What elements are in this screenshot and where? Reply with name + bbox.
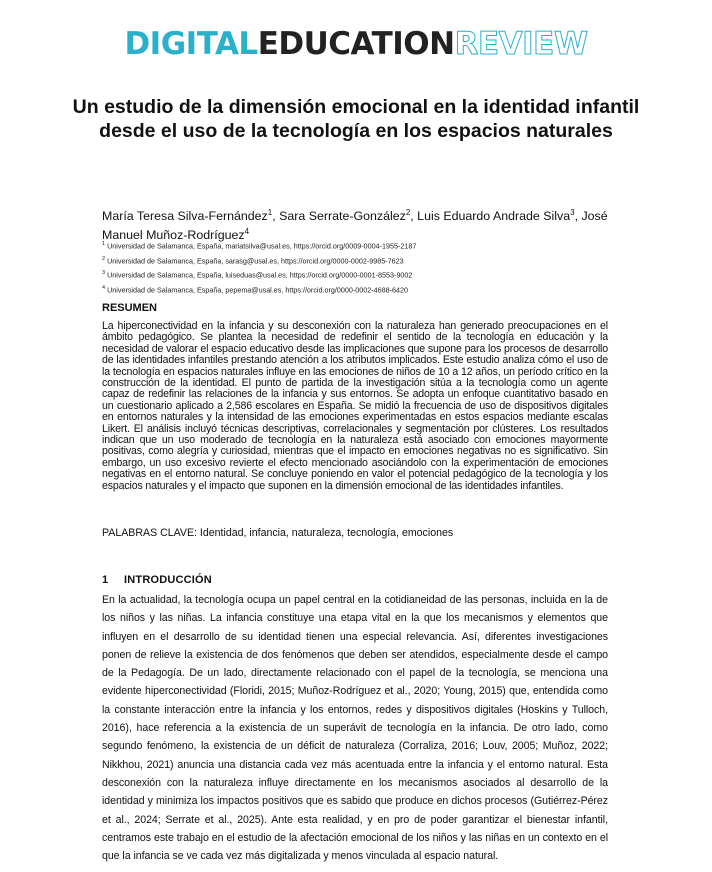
affiliation-sup: 4 [102,284,106,291]
author-list: María Teresa Silva-Fernández$^1$, Sara Serrate-González$^2$, Luis Eduardo Andrade Silva$^3$, José Manuel Muñoz-Rodríguez$^4$ [102,208,608,243]
author-name: Sara Serrate-González [279,209,406,224]
intro-paragraph: En la actualidad, la tecnología ocupa un papel central en la cotidianeidad de las personas, incluida en la de los niños y las niñas. La infancia constituye una etapa vital en la que los mecanismos y elementos que influyen en el desarrollo de su identidad tienen una especial relevancia. Así, diferentes investigaciones ponen de relieve la existencia de dos fenómenos que deben ser atendidos, especialmente desde el campo de la Pedagogía. De un lado, directamente relacionado con el papel de la tecnología, se menciona una evidente hiperconectividad (Floridi, 2015; Muñoz-Rodríguez et al., 2020; Young, 2015) que, entendida como la constante interacción entre la infancia y los entornos, redes y dispositivos digitales (Hoskins y Tulloch, 2016), hace referencia a la existencia de un superávit de tecnología en la infancia. De otro lado, como segundo fenómeno, la existencia de un déficit de naturaleza (Corraliza, 2016; Louv, 2005; Muñoz, 2022; Nikkhou, 2021) anuncia una distancia cada vez más acentuada entre la infancia y el entorno natural. Esta desconexión con la naturaleza influye directamente en los mecanismos asociados al desarrollo de la identidad y minimiza los impactos positivos que es sabido que produce en dichos procesos (Gutiérrez-Pérez et al., 2024; Serrate et al., 2025). Ante esta realidad, y en pro de poder garantizar el bienestar infantil, centramos este trabajo en el estudio de la afectación emocional de los niños y las niñas en un contexto en el que la infancia se ve cada vez más digitalizada y menos vinculada al espacio natural. [102,594,608,863]
affiliation-sup: 2 [102,255,106,262]
author-name: María Teresa Silva-Fernández [102,209,268,224]
keywords: PALABRAS CLAVE: Identidad, infancia, naturaleza, tecnología, emociones [102,527,454,539]
abstract-heading: RESUMEN [102,302,158,314]
affiliation-sup: 1 [102,241,106,247]
author-sup: 4 [244,227,250,237]
author-sup: 3 [570,208,575,217]
section-number: 1 [102,574,109,586]
affiliation-sup: 3 [102,270,106,277]
section-heading [102,574,212,586]
affiliation-text: Universidad de Salamanca, España, pepema@usal.es, https://orcid.org/0000-0002-4688-6420 [107,285,409,295]
author-name: Luis Eduardo Andrade Silva [417,209,571,224]
affiliation [102,282,622,297]
abstract-text: La hiperconectividad en la infancia y su desconexión con la naturaleza han generado preocupaciones en el ámbito pedagógico. Se plantea la necesidad de redefinir el sentido de la tecnología en educación y la necesidad de valorar el espacio educativo desde las implicaciones que supone para los procesos de desarrollo de las identidades infantiles prestando atención a los atributos implicados. Este estudio analiza cómo el uso de la tecnología en espacios naturales influye en las emociones de niños de 10 a 12 años, un período crítico en la construcción de la identidad. El punto de partida de la investigación sitúa a la tecnología como un agente capaz de redefinir las relaciones de la infancia y sus entornos. Se adopta un enfoque cuantitativo basado en un cuestionario aplicado a 2,586 escolares en España. Se midió la frecuencia de uso de dispositivos digitales en entornos naturales y la intensidad de las emociones experimentadas en estos espacios mediante escalas Likert. El análisis incluyó técnicas descriptivas, correlacionales y segmentación por clústeres. Los resultados indican que un uso moderado de tecnología en la naturaleza está asociado con emociones mayormente positivas, como alegría y curiosidad, mientras que el impacto en emociones negativas no es significativo. Sin embargo, un uso excesivo revierte el efecto mencionado asociándolo con la experimentación de emociones negativas en el entorno natural. Se concluye poniendo en valor el potencial pedagógico de la tecnología y los espacios naturales y el impacto que suponen en la dimensión emocional de las identidades infantiles. [102,320,608,492]
author-name: José Manuel Muñoz-Rodríguez [102,209,608,243]
affiliation [102,267,622,282]
logo-digital: DIGITAL [124,26,258,62]
affiliation-list [102,238,622,296]
affiliation [102,238,622,253]
logo-education: EDUCATION [257,26,455,62]
author-sup: 1 [267,208,273,217]
affiliation [102,253,622,268]
affiliation-text: Universidad de Salamanca, España, luiseduas@usal.es, https://orcid.org/0000-0001-8553-9002 [107,270,413,280]
paper-title: Un estudio de la dimensión emocional en la identidad infantil desde el uso de la tecnología en los espacios naturales [72,96,640,142]
affiliation-text: Universidad de Salamanca, España, mariatsilva@usal.es, https://orcid.org/0009-0004-1955-2187 [107,241,417,251]
author-sup: 2 [405,208,411,217]
logo-review: REVIEW [454,26,588,62]
affiliation-text: Universidad de Salamanca, España, sarasg@usal.es, https://orcid.org/0000-0002-9985-7623 [107,255,404,265]
section-title: INTRODUCCIÓN [124,574,212,586]
journal-logo [0,24,712,64]
